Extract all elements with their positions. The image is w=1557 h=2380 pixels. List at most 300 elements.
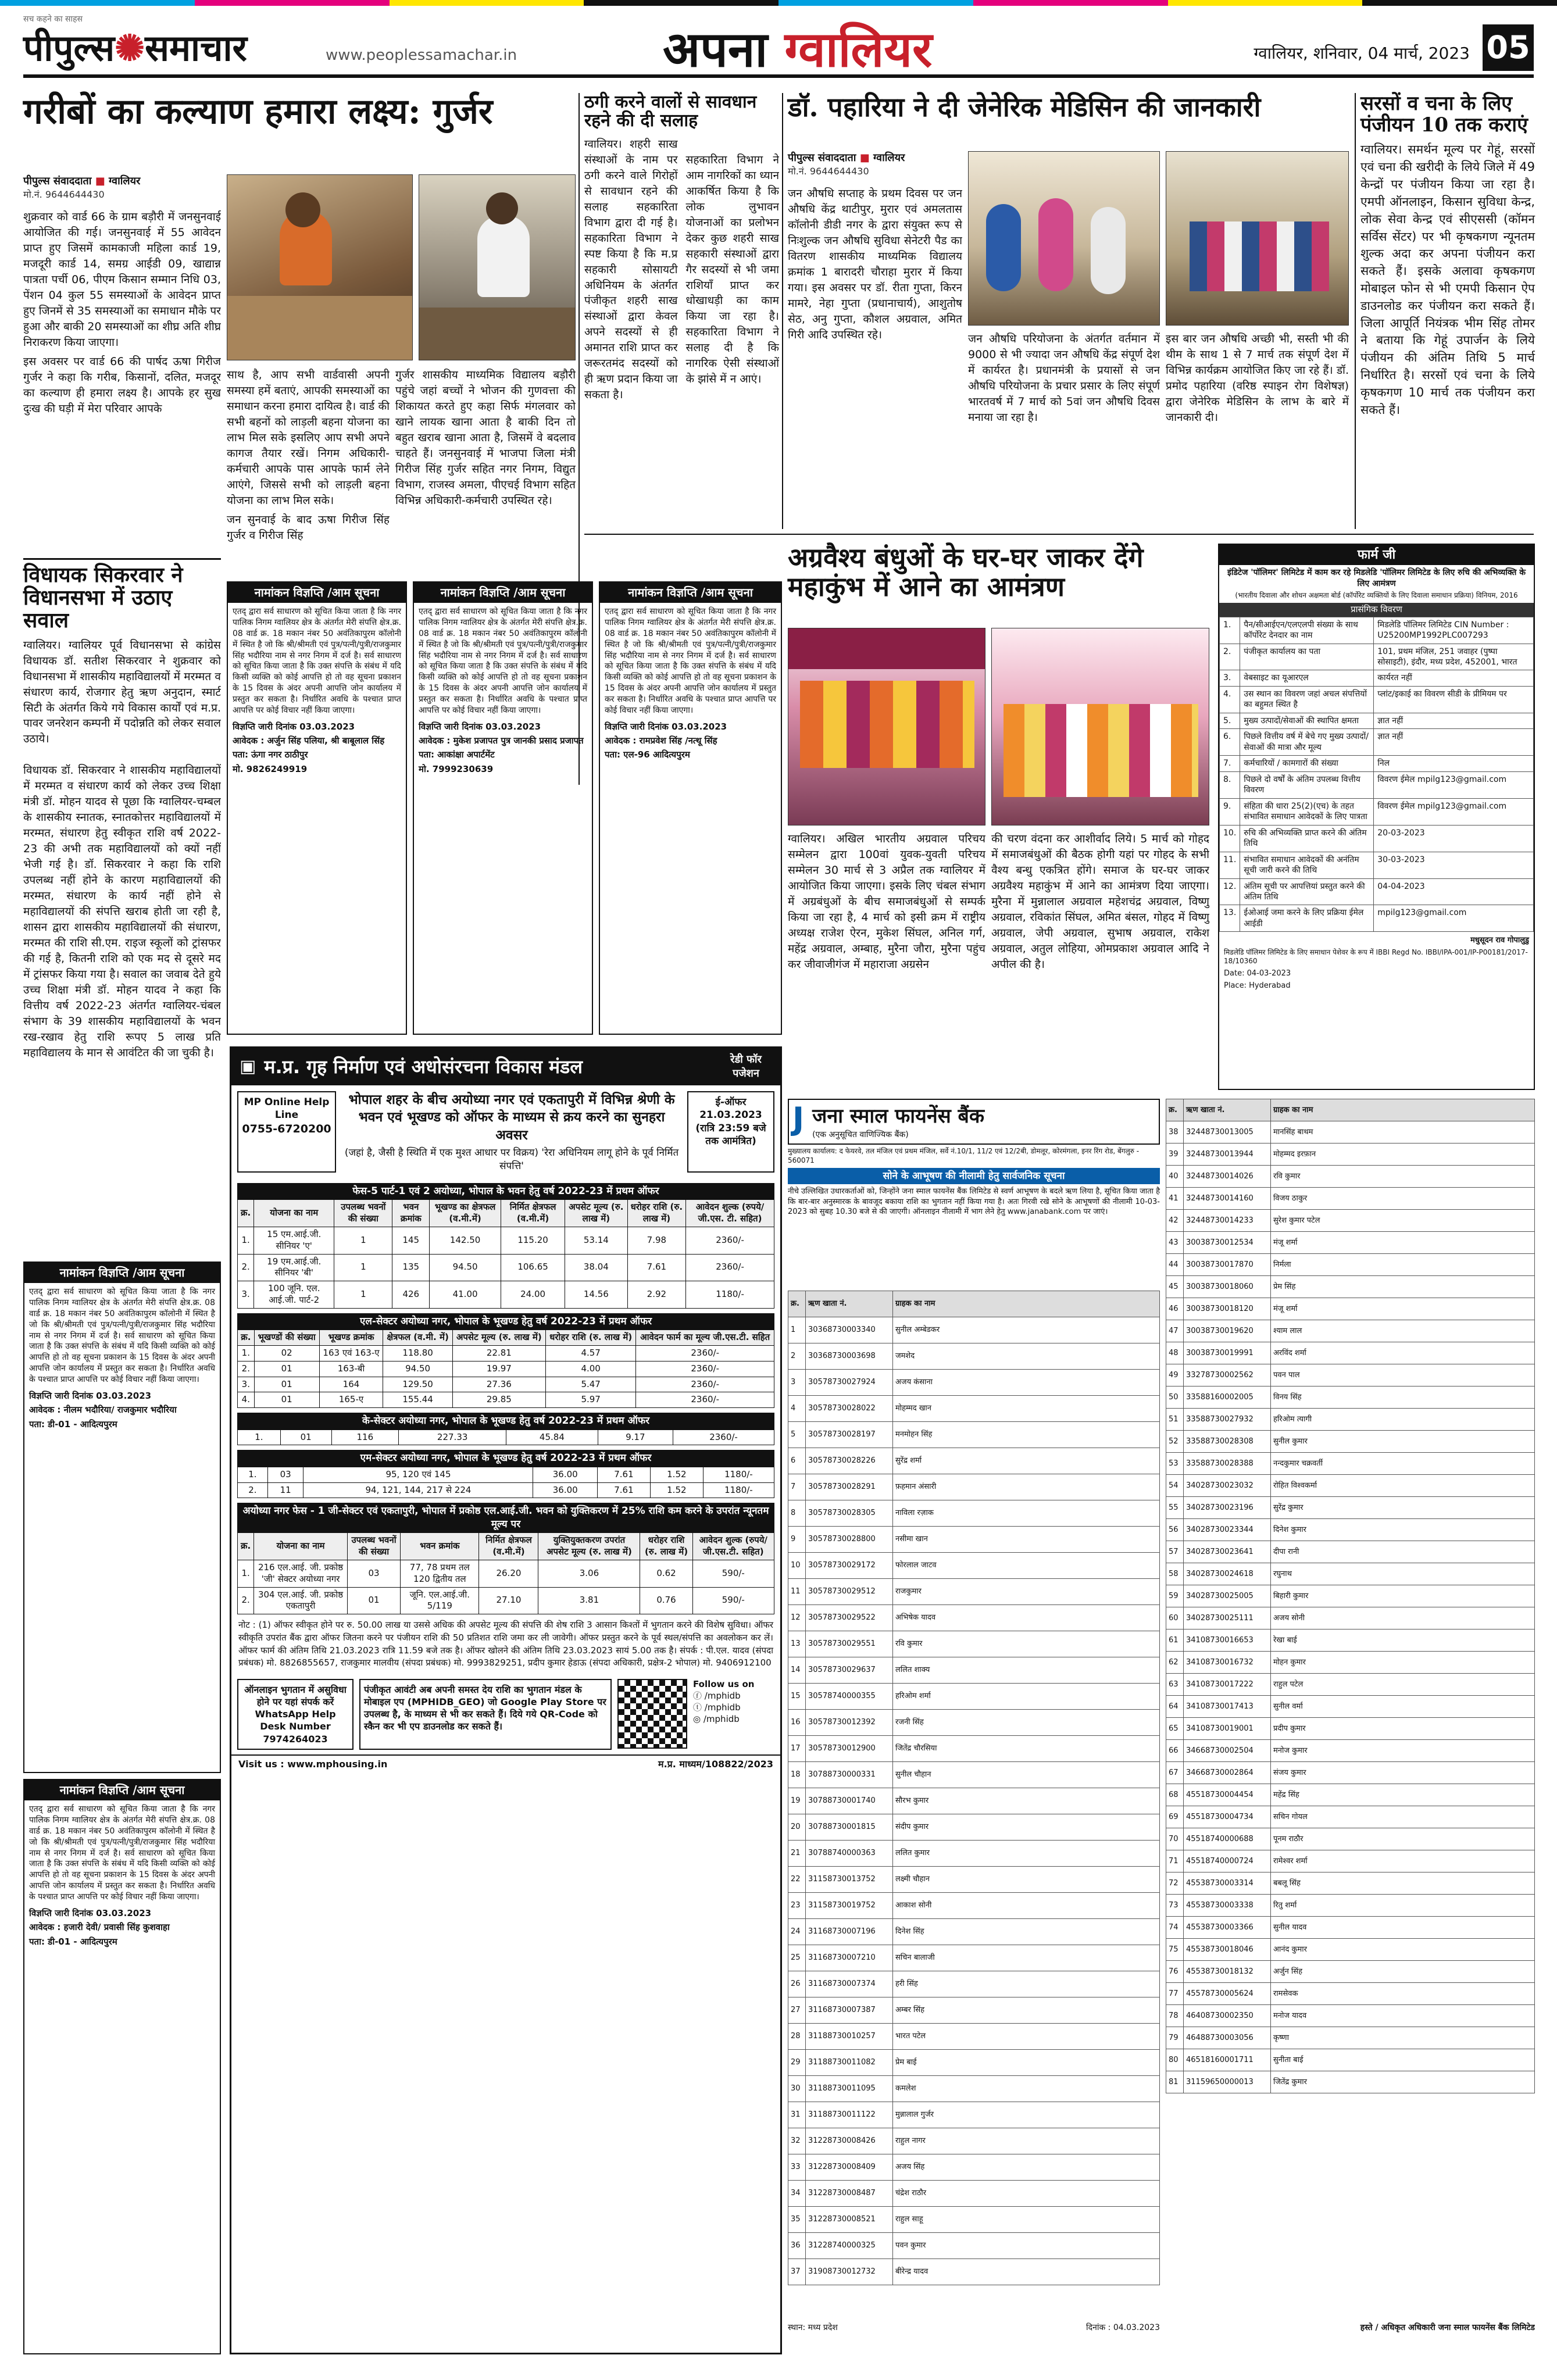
form-g-cell: संभावित समाधान आवेदकों की अनंतिम सूची जारी करने की तिथि — [1240, 852, 1374, 878]
bank-cell: 30788730000331 — [806, 1762, 893, 1788]
bank-row — [788, 2259, 1160, 2285]
bank-notice-body: नीचे उल्लिखित उधारकर्ताओं को, जिन्होंने जना स्माल फायनेंस बैंक लिमिटेड से स्वर्ण आभूषण के बदले ऋण लिया है, सूचित किया जाता है कि बार-बार अनुस्मारक के बावजूद बकाया राशि का भुगतान नहीं किया गया है। अतः गिरवी रखे सोने के आभूषणों की नीलामी 10-03-2023 को सुबह 10.30 बजे से की जाएगी। ऑनलाइन नीलामी में भाग लेने हेतु www.janabank.com पर जाएं। — [788, 1187, 1160, 1216]
bank-row — [788, 1867, 1160, 1893]
paragraph: गुर्जर शासकीय माध्यमिक विद्यालय बड़ौरी पहुंचे जहां बच्चों ने भोजन की गुणवत्ता की शिकायत करते हुए कहा सिर्फ मंगलवार को खाने लायक खाना आता है बाकी दिन तो बहुत खराब खाना आता है, जिसमें वे बदलाव चाहते हैं। जनसुनवाई में भाजपा जिला मंत्री गिरीज सिंह गुर्जर सहित नगर निगम, विद्युत विभाग, राजस्व अमला, पीएचई विभाग सहित विभिन्न अधिकारी-कर्मचारी उपस्थित रहे। — [395, 369, 576, 507]
notice-text: एतद् द्वारा सर्व साधारण को सूचित किया जाता है कि नगर पालिक निगम ग्वालियर क्षेत्र के अंतर्गत मेरी संपत्ति क्षेत्र.क्र. 08 वार्ड क्र. 18 मकान नंबर 50 अवंतिकापुरम कॉलोनी में स्थित है जो कि श्री/श्रीमती एवं पुत्र/पत्नी/पुत्री/राजकुमार सिंह भदौरिया नाम से नगर निगम में दर्ज है। सर्व साधारण को सूचित किया जाता है कि उक्त संपत्ति के संबंध में यदि किसी व्यक्ति को कोई आपत्ति हो तो वह सूचना प्रकाशन के 15 दिवस के अंदर अपनी आपत्ति जोन कार्यालय में प्रस्तुत कर सकता है। निर्धारित अवधि के पश्चात प्राप्त आपत्ति पर कोई विचार नहीं किया जाएगा। — [419, 607, 587, 716]
bank-row — [1166, 1386, 1535, 1409]
bank-col-header: ऋण खाता नं. — [1184, 1099, 1271, 1121]
table-cell: 115.20 — [501, 1227, 565, 1254]
bank-cell: 31168730007387 — [806, 1997, 893, 2024]
website: www.peoplessamachar.in — [326, 47, 517, 64]
table-row — [238, 1377, 774, 1392]
mobile: मो.नं. 9644644430 — [23, 188, 105, 200]
table-header: भूखण्ड का क्षेत्रफल (व.मी.में) — [430, 1200, 501, 1227]
bank-cell: 3 — [788, 1370, 806, 1396]
story-sikarwar — [23, 564, 221, 1324]
bank-cell: बिहारी कुमार — [1271, 1585, 1535, 1607]
bank-row — [788, 1684, 1160, 1710]
bank-cell: 45538730003366 — [1184, 1917, 1271, 1939]
bank-cell: मानसिंह बाथम — [1271, 1121, 1535, 1143]
bank-cell: 59 — [1166, 1585, 1184, 1607]
bank-cell: 42 — [1166, 1210, 1184, 1232]
bank-cell: 32448730013944 — [1184, 1143, 1271, 1166]
form-g-cell: पिछले दो वर्षों के अंतिम उपलब्ध वित्तीय विवरण — [1240, 771, 1374, 798]
bank-row — [788, 1945, 1160, 1971]
table-cell: 163 एवं 163-ए — [319, 1346, 383, 1361]
notice-date: विज्ञप्ति जारी दिनांक 03.03.2023 — [29, 1908, 152, 1919]
table-cell: 2. — [238, 1361, 255, 1377]
form-g-cell: 30-03-2023 — [1374, 852, 1534, 878]
bank-cell: 31168730007210 — [806, 1945, 893, 1971]
bank-cell: 34028730024618 — [1184, 1563, 1271, 1585]
form-g-cell: अंतिम सूची पर आपत्तियां प्रस्तुत करने की अंतिम तिथि — [1240, 878, 1374, 905]
notice-applicant: आवेदक : अर्जुन सिंह पलिया, श्री बाबूलाल सिंह — [233, 735, 385, 746]
table-header: क्र. — [238, 1200, 254, 1227]
form-g-cell: कार्यरत नहीं — [1374, 670, 1534, 686]
ad-ref: म.प्र. माध्यम/108822/2023 — [658, 1758, 773, 1770]
table-cell: 2.92 — [627, 1281, 685, 1309]
bank-row — [788, 1710, 1160, 1736]
bank-cell: सुनील चौहान — [893, 1762, 1160, 1788]
bank-col-header: क्र. — [788, 1291, 806, 1317]
table-row — [238, 1560, 774, 1587]
bank-cell: पवन कुमार — [893, 2233, 1160, 2259]
bank-cell: 34028730025005 — [1184, 1585, 1271, 1607]
bank-cell: प्रदीप कुमार — [1271, 1718, 1535, 1740]
bank-row — [1166, 1983, 1535, 2005]
table-row — [238, 1254, 774, 1281]
lead-text — [342, 1091, 681, 1173]
bank-row — [788, 1657, 1160, 1684]
bank-cell: मोहन कुमार — [1271, 1652, 1535, 1674]
offer-table-title: फेस-5 पार्ट-1 एवं 2 अयोध्या, भोपाल के भवन हेतु वर्ष 2022-23 में प्रथम ऑफर — [237, 1183, 774, 1199]
byline-place: ग्वालियर — [873, 152, 905, 164]
offer-table — [237, 1430, 774, 1446]
table-cell: 1.52 — [650, 1467, 703, 1482]
bank-cell: मंजू शर्मा — [1271, 1298, 1535, 1320]
table-cell: 4.00 — [545, 1361, 635, 1377]
notice-address: पता: ऊंगा नगर ठाठीपुर — [233, 749, 308, 760]
table-cell: 95, 120 एवं 145 — [303, 1467, 533, 1482]
form-g-cell: 20-03-2023 — [1374, 825, 1534, 852]
table-cell: 142.50 — [430, 1227, 501, 1254]
bank-cell: 30578730028022 — [806, 1396, 893, 1422]
table-cell: 145 — [392, 1227, 430, 1254]
bank-cell: राजकुमार — [893, 1579, 1160, 1605]
visit-link[interactable]: Visit us : www.mphousing.in — [238, 1758, 388, 1770]
bank-cell: 34 — [788, 2181, 806, 2207]
table-cell: 19.97 — [452, 1361, 545, 1377]
bank-cell: 24 — [788, 1919, 806, 1945]
bank-logo-icon: J — [792, 1100, 805, 1137]
form-g-row — [1220, 713, 1534, 728]
table-header: आवेदन फार्म का मूल्य जी.एस.टी. सहित — [636, 1330, 774, 1346]
table-cell: 164 — [319, 1377, 383, 1392]
bank-cell: 4 — [788, 1396, 806, 1422]
table-row — [238, 1281, 774, 1309]
helpline-number: 0755-6720200 — [242, 1122, 331, 1135]
bank-place: स्थान: मध्य प्रदेश — [788, 2323, 838, 2332]
form-g-row — [1220, 686, 1534, 713]
table-cell: 7.61 — [597, 1482, 650, 1498]
offer-table-title: एल-सेक्टर अयोध्या नगर, भोपाल के भूखण्ड हेतु वर्ष 2022-23 में प्रथम ऑफर — [237, 1313, 774, 1330]
bank-row — [1166, 1828, 1535, 1850]
register-swatch — [390, 0, 584, 6]
bank-row — [788, 1317, 1160, 1343]
bank-cell: 46518160001711 — [1184, 2049, 1271, 2071]
story-kalyan-text-col3 — [395, 367, 576, 542]
bank-cell: 33278730002562 — [1184, 1364, 1271, 1386]
bank-row — [788, 2154, 1160, 2181]
table-cell: 2360/- — [686, 1254, 774, 1281]
color-register-bar — [0, 0, 1557, 6]
notice-address: पता: डी-01 - आदित्यपुरम — [29, 1936, 117, 1947]
bank-cell: 48 — [1166, 1342, 1184, 1364]
offer-table — [237, 1467, 774, 1499]
bank-row — [1166, 1850, 1535, 1872]
form-g-cell: ज्ञात नहीं — [1374, 729, 1534, 756]
table-cell: 163-बी — [319, 1361, 383, 1377]
offer-table — [237, 1330, 774, 1408]
table-row — [238, 1227, 774, 1254]
table-row — [238, 1467, 774, 1482]
bank-row — [1166, 1210, 1535, 1232]
bank-cell: 45518730004734 — [1184, 1806, 1271, 1828]
bank-row — [788, 2050, 1160, 2076]
bank-cell: रवि कुमार — [1271, 1166, 1535, 1188]
bank-cell: अरविंद शर्मा — [1271, 1342, 1535, 1364]
bank-cell: 34668730002504 — [1184, 1740, 1271, 1762]
notice-text: एतद् द्वारा सर्व साधारण को सूचित किया जाता है कि नगर पालिक निगम ग्वालियर क्षेत्र के अंतर्गत मेरी संपत्ति क्षेत्र.क्र. 08 वार्ड क्र. 18 मकान नंबर 50 अवंतिकापुरम कॉलोनी में स्थित है जो कि श्री/श्रीमती एवं पुत्र/पत्नी/पुत्री/राजकुमार सिंह भदौरिया नाम से नगर निगम में दर्ज है। सर्व साधारण को सूचित किया जाता है कि उक्त संपत्ति के संबंध में यदि किसी व्यक्ति को कोई आपत्ति हो तो वह सूचना प्रकाशन के 15 दिवस के अंदर अपनी आपत्ति जोन कार्यालय में प्रस्तुत कर सकता है। निर्धारित अवधि के पश्चात प्राप्त आपत्ति पर कोई विचार नहीं किया जाएगा। — [233, 607, 401, 716]
story-thagi — [584, 93, 779, 520]
headline: डॉ. पहारिया ने दी जेनेरिक मेडिसिन की जानकारी — [788, 91, 1261, 123]
bank-cell: 30578730029522 — [806, 1605, 893, 1631]
bank-cell: 79 — [1166, 2027, 1184, 2049]
bank-cell: फ़हमान अंसारी — [893, 1474, 1160, 1500]
form-g-row — [1220, 825, 1534, 852]
bank-cell: 69 — [1166, 1806, 1184, 1828]
form-g-place: Place: Hyderabad — [1224, 981, 1291, 991]
bank-cell: 13 — [788, 1631, 806, 1657]
bank-cell: 45578730005624 — [1184, 1983, 1271, 2005]
bank-cell: रितु शर्मा — [1271, 1895, 1535, 1917]
form-g-cell: प्लांट/इकाई का विवरण सीडी के प्रीमियम पर — [1374, 686, 1534, 713]
bank-cell: 64 — [1166, 1696, 1184, 1718]
table-header: भवन क्रमांक — [392, 1200, 430, 1227]
bank-cell: 31228730008487 — [806, 2181, 893, 2207]
register-swatch — [584, 0, 779, 6]
bank-cell: 31228730008409 — [806, 2154, 893, 2181]
story-kalyan-text — [23, 209, 221, 558]
bank-cell: 30578730012900 — [806, 1736, 893, 1762]
bank-cell: 66 — [1166, 1740, 1184, 1762]
notice-address: पता: आकांक्षा अपार्टमेंट — [419, 749, 495, 760]
table-header: योजना का नाम — [254, 1533, 348, 1560]
bank-cell: कृष्णा — [1271, 2027, 1535, 2049]
bank-cell: अम्बर सिंह — [893, 1997, 1160, 2024]
story-kalyan-text-col2 — [227, 367, 390, 542]
bank-cell: 36 — [788, 2233, 806, 2259]
bank-cell: 30578730029637 — [806, 1657, 893, 1684]
bank-cell: 30578730028305 — [806, 1500, 893, 1527]
table-header: भूखण्ड क्रमांक — [319, 1330, 383, 1346]
photo-jan-aushadhi-2 — [1166, 151, 1349, 326]
table-cell: 100 जूनि. एल. आई.जी. पार्ट-2 — [254, 1281, 334, 1309]
form-g-cell: mpilg123@gmail.com — [1374, 905, 1534, 932]
bank-cell: 46408730002350 — [1184, 2005, 1271, 2027]
table-cell: 11 — [267, 1482, 303, 1498]
bank-row — [788, 1631, 1160, 1657]
bank-cell: 33588730027932 — [1184, 1409, 1271, 1431]
bank-cell: हरिओम त्यागी — [1271, 1409, 1535, 1431]
bank-cell: भारत पटेल — [893, 2024, 1160, 2050]
bank-table-right — [1166, 1099, 1535, 2093]
bank-cell: बबलू सिंह — [1271, 1872, 1535, 1895]
bank-cell: 9 — [788, 1527, 806, 1553]
column-rule — [782, 93, 783, 529]
form-g-row — [1220, 729, 1534, 756]
register-swatch — [1168, 0, 1363, 6]
headline: गरीबों का कल्याण हमारा लक्ष्य: गुर्जर — [23, 91, 493, 132]
bank-cell: 34028730025111 — [1184, 1607, 1271, 1629]
table-header: धरोहर राशि (रु. लाख में) — [545, 1330, 635, 1346]
table-cell: 2. — [238, 1587, 254, 1614]
notice-title: नामांकन विज्ञप्ति /आम सूचना — [24, 1263, 220, 1283]
table-header: क्र. — [238, 1533, 254, 1560]
notice-text: एतद् द्वारा सर्व साधारण को सूचित किया जाता है कि नगर पालिक निगम ग्वालियर क्षेत्र के अंतर्गत मेरी संपत्ति क्षेत्र.क्र. 08 वार्ड क्र. 18 मकान नंबर 50 अवंतिकापुरम कॉलोनी में स्थित है जो कि श्री/श्रीमती एवं पुत्र/पत्नी/पुत्री/राजकुमार सिंह भदौरिया नाम से नगर निगम में दर्ज है। सर्व साधारण को सूचित किया जाता है कि उक्त संपत्ति के संबंध में यदि किसी व्यक्ति को कोई आपत्ति हो तो वह सूचना प्रकाशन के 15 दिवस के अंदर अपनी आपत्ति जोन कार्यालय में प्रस्तुत कर सकता है। निर्धारित अवधि के पश्चात प्राप्त आपत्ति पर कोई विचार नहीं किया जाएगा। — [605, 607, 776, 716]
bank-cell: 31908730012732 — [806, 2259, 893, 2285]
table-header: आवेदन शुल्क (रुपये/जी.एस. टी. सहित) — [686, 1200, 774, 1227]
story-paharia-col1: जन औषधि सप्ताह के प्रथम दिवस पर जन औषधि केंद्र थाटीपुर, मुरार एवं अमलतास कॉलोनी डीडी नगर के द्वारा संयुक्त रूप से निःशुल्क जन औषधि सुविधा सेनेटरी पैड का वितरण शासकीय माध्यमिक विद्यालय क्रमांक 1 बारादरी चौराहा मुरार में किया गया। इस अवसर पर डॉ. रीता गुप्ता, किरन मामरे, नेहा गुप्ता (प्रधानाचार्य), आशुतोष सेठ, अनु गुप्ता, कौशल अग्रवाल, अमित गिरी आदि उपस्थित रहे। — [788, 187, 962, 341]
bank-cell: 14 — [788, 1657, 806, 1684]
bank-cell: 45518740000688 — [1184, 1828, 1271, 1850]
social-twitter[interactable] — [693, 1702, 774, 1714]
offer-box: ई-ऑफर 21.03.2023 (रात्रि 23:59 बजे तक आमंत्रित) — [687, 1091, 774, 1173]
form-g-cell: 9. — [1220, 798, 1240, 825]
bank-cell: 31188730011095 — [806, 2076, 893, 2102]
table-row — [238, 1346, 774, 1361]
bank-cell: 62 — [1166, 1652, 1184, 1674]
bank-row — [1166, 1298, 1535, 1320]
bank-cell: 30368730003698 — [806, 1343, 893, 1370]
bank-cell: चंद्रेश राठौर — [893, 2181, 1160, 2207]
form-g-cell: 4. — [1220, 686, 1240, 713]
app-box: पंजीकृत आवंटी अब अपनी समस्त देय राशि का भुगतान मंडल के मोबाइल एप (MPHIDB_GEO) जो Google Play Store पर उपलब्ध है, के माध्यम से भी कर सकते हैं। दिये गये QR-Code को स्कैन कर भी एप डाउनलोड कर सकते हैं। — [359, 1679, 612, 1750]
table-cell: 1180/- — [703, 1467, 774, 1482]
bank-cell: सौरभ कुमार — [893, 1788, 1160, 1814]
table-cell: 2360/- — [673, 1430, 774, 1445]
bank-row — [1166, 1762, 1535, 1784]
table-cell: 135 — [392, 1254, 430, 1281]
table-cell: 7.61 — [627, 1254, 685, 1281]
table-cell: 304 एल.आई. जी. प्रकोष्ठ एकतापुरी — [254, 1587, 348, 1614]
form-g-cell: पैन/सीआईएन/एलएलपी संख्या के साथ कॉर्पोरेट देनदार का नाम — [1240, 617, 1374, 644]
bank-cell: 76 — [1166, 1961, 1184, 1983]
bank-cell: 63 — [1166, 1674, 1184, 1696]
section-title-left: अपना — [663, 20, 768, 78]
bank-cell: 61 — [1166, 1629, 1184, 1652]
table-cell: 1. — [238, 1430, 281, 1445]
bank-cell: हरिओम शर्मा — [893, 1684, 1160, 1710]
bank-cell: मनमोहन सिंह — [893, 1422, 1160, 1448]
bank-header — [788, 1099, 1160, 1145]
story-agrawal-col1: ग्वालियर। अखिल भारतीय अग्रवाल परिचय सम्मेलन द्वारा 100वां युवक-युवती परिचय सम्मेलन 30 मार्च से 3 अप्रैल तक ग्वालियर में आयोजित किया जाएगा। इसके लिए चंबल संभाग में अग्रबंधुओं के बीच समाजबंधुओं से सम्पर्क किया जा रहा है, 4 मार्च को इसी क्रम में राष्ट्रीय अध्यक्ष राजेश ऐरन, मुकेश सिंघल, अनिल गर्ग, महेंद्र अग्रवाल, अम्बाह, मुरैना जौरा, मुरैना पहुंच कर जीवाजीगंज में महाराजा अग्रसेन — [788, 832, 985, 971]
bank-col-header: ग्राहक का नाम — [1271, 1099, 1535, 1121]
table-cell: 3.81 — [538, 1587, 640, 1614]
bank-cell: 7 — [788, 1474, 806, 1500]
bank-cell: 46488730003056 — [1184, 2027, 1271, 2049]
table-cell: 106.65 — [501, 1254, 565, 1281]
table-header: भवन क्रमांक — [401, 1533, 479, 1560]
notice-applicant: आवेदक : हजारी देवी/ प्रवासी सिंह कुशवाहा — [29, 1922, 170, 1933]
bank-cell: रेखा बाई — [1271, 1629, 1535, 1652]
form-g-row — [1220, 670, 1534, 686]
form-g-cell: 1. — [1220, 617, 1240, 644]
bank-cell: 31228730008521 — [806, 2207, 893, 2233]
bank-cell: 32 — [788, 2128, 806, 2154]
form-g-rp: मिडलेडि पॉलिमर लिमिटेड के लिए समाधान पेशेवर के रूप में IBBI Regd No. IBBI/IPA-001/IP-P00181/2017-18/10360 — [1224, 948, 1528, 966]
photo-jansunvai-2 — [419, 174, 576, 360]
bank-cell: राहुल पटेल — [1271, 1674, 1535, 1696]
bank-cell: अभिषेक यादव — [893, 1605, 1160, 1631]
bank-cell: 45 — [1166, 1276, 1184, 1298]
bank-cell: 30038730017870 — [1184, 1254, 1271, 1276]
logo-left: पीपुल्स — [23, 27, 115, 69]
form-g-cell: मुख्य उत्पादों/सेवाओं की स्थापित क्षमता — [1240, 713, 1374, 728]
table-cell: 01 — [254, 1392, 319, 1408]
bank-cell: 45518730004454 — [1184, 1784, 1271, 1806]
bank-cell: 33588730028308 — [1184, 1431, 1271, 1453]
notice-title: नामांकन विज्ञप्ति /आम सूचना — [24, 1780, 220, 1800]
bank-cell: 45538730018132 — [1184, 1961, 1271, 1983]
bank-row — [788, 1736, 1160, 1762]
form-g-cell: 8. — [1220, 771, 1240, 798]
bank-cell: 37 — [788, 2259, 806, 2285]
bank-cell: 58 — [1166, 1563, 1184, 1585]
bank-cell: 56 — [1166, 1519, 1184, 1541]
bank-row — [1166, 1431, 1535, 1453]
bank-cell: सुरेश कुमार पटेल — [1271, 1210, 1535, 1232]
bank-row — [1166, 1607, 1535, 1629]
notice-date: विज्ञप्ति जारी दिनांक 03.03.2023 — [29, 1391, 152, 1402]
register-swatch — [1362, 0, 1557, 6]
table-cell: 1 — [334, 1281, 392, 1309]
social-facebook[interactable] — [693, 1691, 774, 1702]
bank-cell: 8 — [788, 1500, 806, 1527]
housing-footer-boxes — [231, 1674, 780, 1754]
bank-row — [788, 2102, 1160, 2128]
bank-cell: 17 — [788, 1736, 806, 1762]
table-header: भूखण्डों की संख्या — [254, 1330, 319, 1346]
bank-row — [1166, 1872, 1535, 1895]
bank-row — [1166, 1497, 1535, 1519]
social-instagram[interactable] — [693, 1714, 774, 1725]
bank-cell: रघुनाथ — [1271, 1563, 1535, 1585]
bank-row — [1166, 2005, 1535, 2027]
bank-cell: 18 — [788, 1762, 806, 1788]
bank-cell: 33588730028388 — [1184, 1453, 1271, 1475]
bank-cell: दिनेश सिंह — [893, 1919, 1160, 1945]
bank-cell: नाविला रज़ाक — [893, 1500, 1160, 1527]
bank-cell: 38 — [1166, 1121, 1184, 1143]
table-cell: 1180/- — [703, 1482, 774, 1498]
table-cell: 165-ए — [319, 1392, 383, 1408]
bank-cell: 34028730023641 — [1184, 1541, 1271, 1563]
column-rule — [1355, 93, 1356, 529]
table-header: अपसेट मूल्य (रु. लाख में) — [565, 1200, 628, 1227]
bank-sub: (एक अनुसूचित वाणिज्यिक बैंक) — [812, 1130, 909, 1139]
bank-cell: 22 — [788, 1867, 806, 1893]
bank-cell: 60 — [1166, 1607, 1184, 1629]
bank-cell: 54 — [1166, 1475, 1184, 1497]
table-cell: 03 — [267, 1467, 303, 1482]
bank-row — [1166, 1519, 1535, 1541]
table-cell: 0.76 — [640, 1587, 692, 1614]
paragraph: शुक्रवार को वार्ड 66 के ग्राम बड़ौरी में जनसुनवाई आयोजित की गई। जनसुनवाई में 55 आवेदन प्राप्त हुए जिसमें कामकाजी महिला कार्ड 19, मजदूरी कार्ड 14, समग्र आईडी 09, खाद्यान्न पात्रता पर्ची 06, पीएम किसान सम्मान निधि 03, पेंशन 04 कुल 55 समस्याओं के आवेदन प्राप्त हुए जिनमें से 35 समस्याओं का समाधान मौके पर हुआ और बाकी 20 समस्याओं का शीघ्र अति शीघ्र निराकरण किया जाएगा। — [23, 210, 221, 349]
masthead — [23, 14, 1534, 78]
bank-cell: 30038730018120 — [1184, 1298, 1271, 1320]
bank-row — [788, 1474, 1160, 1500]
table-cell: 01 — [280, 1430, 331, 1445]
bank-row — [1166, 2027, 1535, 2049]
social-handle: /mphidb — [703, 1713, 740, 1724]
table-row — [238, 1482, 774, 1498]
bank-cell: नन्दकुमार चक्रवर्ती — [1271, 1453, 1535, 1475]
bank-cell: सुनील कुमार — [1271, 1431, 1535, 1453]
bank-cell: 31188730011082 — [806, 2050, 893, 2076]
table-cell: 94.50 — [383, 1361, 452, 1377]
bank-cell: पवन पाल — [1271, 1364, 1535, 1386]
bank-cell: 45538730018046 — [1184, 1939, 1271, 1961]
table-header: उपलब्ध भवनों की संख्या — [334, 1200, 392, 1227]
bank-cell: रवि कुमार — [893, 1631, 1160, 1657]
table-cell: 14.56 — [565, 1281, 628, 1309]
table-cell: 1180/- — [686, 1281, 774, 1309]
bank-col-header: क्र. — [1166, 1099, 1184, 1121]
bank-row — [1166, 1232, 1535, 1254]
bank-cell: 31188730010257 — [806, 2024, 893, 2050]
bank-row — [788, 1579, 1160, 1605]
bank-cell: 25 — [788, 1945, 806, 1971]
offer-table-title: एम-सेक्टर अयोध्या नगर, भोपाल के भूखण्ड हेतु वर्ष 2022-23 में प्रथम ऑफर — [237, 1450, 774, 1466]
offer-table-title: अयोध्या नगर फेस - 1 जी-सेक्टर एवं एकतापुरी, भोपाल में प्रकोष्ठ एल.आई.जी. भवन को युक्तिकरण में 25% राशि कम करने के उपरांत न्यूनतम मूल्य पर — [237, 1503, 774, 1532]
bank-row — [1166, 1475, 1535, 1497]
paragraph: इस अवसर पर वार्ड 66 की पार्षद ऊषा गिरीज गुर्जर ने कहा कि गरीब, किसानों, दलित, मजदूर का कल्याण ही हमारा लक्ष्य है। आपके हर सुख दुःख की घड़ी में मेरा परिवार आपके — [23, 355, 221, 415]
bank-row — [788, 1997, 1160, 2024]
form-g-cell: 2. — [1220, 644, 1240, 670]
story-sikarwar-text: ग्वालियर। ग्वालियर पूर्व विधानसभा से कांग्रेस विधायक डॉ. सतीश सिकरवार ने शुक्रवार को विधानसभा में शासकीय महाविद्यालयों में मरम्मत व संधारण कार्य, रोजगार हेतु ऋण अनुदान, स्मार्ट सिटी के अंतर्गत किये गये विकास कार्यों एवं म.प्र. पावर जनरेशन कम्पनी में पदोन्नति को लेकर सवाल उठाये। विधायक डॉ. सिकरवार ने शासकीय महाविद्यालयों में मरम्मत व संधारण कार्य को लेकर उच्च शिक्षा मंत्री डॉ. मोहन यादव से पूछा कि ग्वालियर-चम्बल के शासकीय स्नातक, स्नातकोत्तर महाविद्यालयों में मरम्मत, संधारण हेतु स्वीकृत राशि वर्ष 2022-23 की अभी तक महाविद्यालयों को क्यों नहीं भेजी गई है। डॉ. सिकरवार ने कहा कि राशि उपलब्ध नहीं होने के कारण महाविद्यालयों की मरम्मत, संधारण के कार्य नहीं होने से महाविद्यालयों की संपत्ति खराब होती जा रही है, शासन द्वारा शासकीय महाविद्यालयों की संधारण, मरम्मत की राशि सी.एम. राइज स्कूलों को ट्रांसफर की गई है, कितनी राशि को एक मद से दूसरे मद में ट्रांसफर किया गया है। सवाल का जवाब देते हुये उच्च शिक्षा मंत्री डॉ. मोहन यादव ने कहा कि वित्तीय वर्ष 2022-23 अंतर्गत ग्वालियर-चंबल संभाग के 39 शासकीय महाविद्यालयों के भवन रख-रखाव हेतु राशि रूपए 5 लाख प्रति महाविद्यालय के मान से आवंटित की जा चुकी है। — [23, 638, 221, 1059]
bank-cell: 35 — [788, 2207, 806, 2233]
story-kalyan-byline: पीपुल्स संवाददाता ■ ग्वालियर मो.नं. 9644644430 — [23, 174, 221, 201]
horizontal-rule — [584, 534, 1534, 535]
lead-sub: (जहां है, जैसी है स्थिति में एक मुश्त आधार पर विक्रय) 'रेरा अधिनियम लागू होने के पूर्व निर्मित संपत्ति' — [344, 1147, 679, 1172]
notice-title: नामांकन विज्ञप्ति /आम सूचना — [414, 583, 592, 603]
bank-row — [1166, 1917, 1535, 1939]
bank-cell: 31159650000013 — [1184, 2071, 1271, 2093]
form-g-cell: पंजीकृत कार्यालय का पता — [1240, 644, 1374, 670]
form-g-row — [1220, 617, 1534, 644]
register-swatch — [973, 0, 1168, 6]
form-g-cell: 6. — [1220, 729, 1240, 756]
bank-cell: जितेंद्र चौरसिया — [893, 1736, 1160, 1762]
bank-cell: 1 — [788, 1317, 806, 1343]
social-handle: /mphidb — [704, 1690, 741, 1701]
table-cell: 7.61 — [597, 1467, 650, 1482]
bank-cell: पूनम राठौर — [1271, 1828, 1535, 1850]
bank-cell: 34108730017222 — [1184, 1674, 1271, 1696]
form-g-section: प्रासंगिक विवरण — [1219, 603, 1534, 617]
form-g-cell: वेबसाइट का यूआरएल — [1240, 670, 1374, 686]
